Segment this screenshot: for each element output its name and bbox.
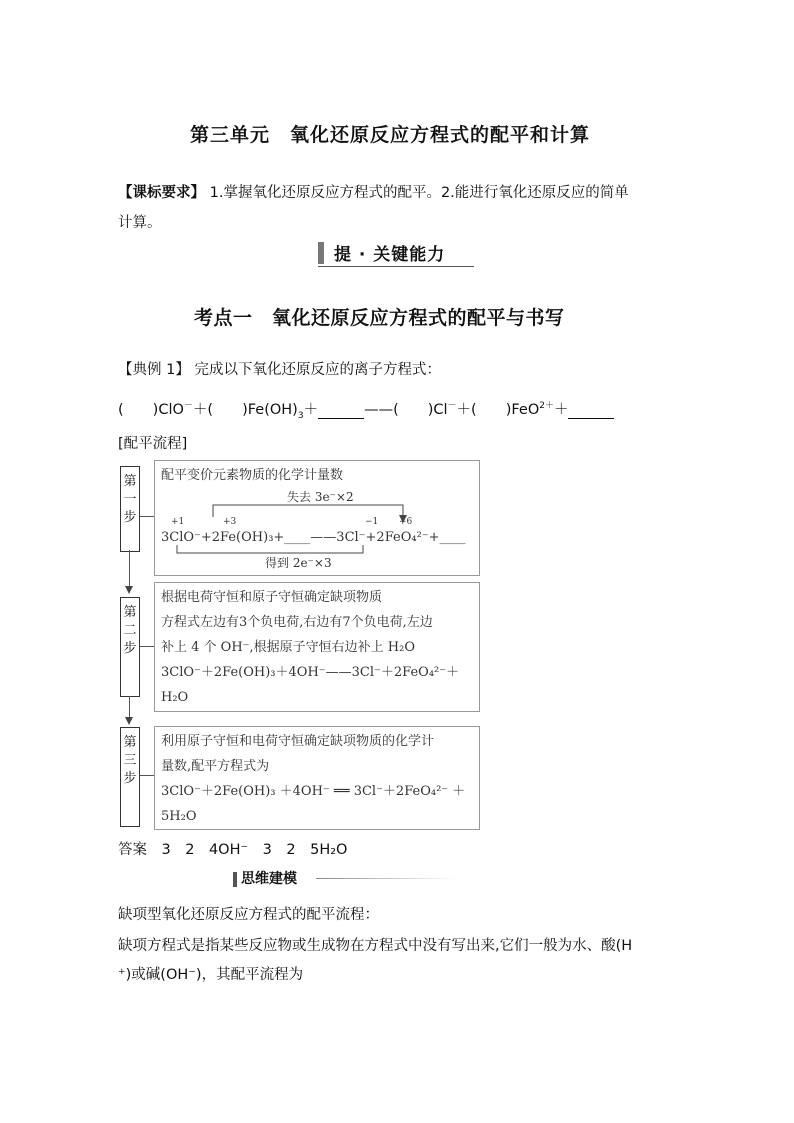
arrowhead-2 xyxy=(125,717,133,725)
arrowhead-1 xyxy=(125,586,133,594)
eq-part6: ＋ xyxy=(553,402,569,418)
arrow-2 xyxy=(129,696,130,718)
step2-line3: 补上 4 个 OH⁻,根据原子守恒右边补上 H₂O xyxy=(161,640,415,655)
paragraph-1: 缺项型氧化还原反应方程式的配平流程： xyxy=(118,907,379,923)
connector-3 xyxy=(140,775,154,776)
step2-line1: 根据电荷守恒和原子守恒确定缺项物质 xyxy=(161,590,383,605)
paragraph-2: 缺项方程式是指某些反应物或生成物在方程式中没有写出来,它们一般为水、酸(H xyxy=(118,938,633,954)
step2-line4: 3ClO⁻＋2Fe(OH)₃＋4OH⁻——3Cl⁻＋2FeO₄²⁻＋ xyxy=(161,665,460,680)
step2-label: 第二步 xyxy=(120,597,140,697)
step1-text: 配平变价元素物质的化学计量数 xyxy=(161,468,344,483)
ox-state-fe1: +3 xyxy=(223,517,237,527)
example-text: 完成以下氧化还原反应的离子方程式： xyxy=(194,362,441,378)
section-title: 考点一 氧化还原反应方程式的配平与书写 xyxy=(194,307,565,329)
paragraph-3: ⁺)或碱(OH⁻)，其配平流程为 xyxy=(118,967,304,983)
answer: 答案 3 2 4OH⁻ 3 2 5H₂O xyxy=(118,842,348,858)
step3-panel xyxy=(154,726,480,830)
step1-equation: 3ClO⁻+2Fe(OH)₃+____——3Cl⁻+2FeO₄²⁻+____ xyxy=(161,530,466,545)
requirements-line2: 计算。 xyxy=(118,215,162,231)
thinking-heading xyxy=(233,868,297,888)
lose-electrons-label: 失去 3e⁻×2 xyxy=(287,490,354,504)
thinking-divider xyxy=(316,878,456,879)
eq-part1: ( )ClO xyxy=(118,402,184,418)
connector-1 xyxy=(140,516,154,517)
step3-line1: 利用原子守恒和电荷守恒确定缺项物质的化学计 xyxy=(161,734,435,749)
gain-electrons-label: 得到 2e⁻×3 xyxy=(265,556,332,569)
section-banner xyxy=(318,240,474,267)
blank-1[interactable] xyxy=(318,402,364,419)
eq-part5: ＋( )FeO xyxy=(456,402,540,418)
arrow-1 xyxy=(129,550,130,587)
step1-panel xyxy=(154,460,480,576)
step1-label: 第一步 xyxy=(120,466,140,552)
step1-diagram xyxy=(155,487,467,569)
example-label: 【典例 1】 xyxy=(118,362,190,378)
flow-label: [配平流程] xyxy=(118,436,188,452)
thinking-mark xyxy=(233,872,237,887)
banner-text: 提 · 关键能力 xyxy=(334,245,446,265)
eq-part2: ＋( )Fe(OH) xyxy=(192,402,298,418)
page-title: 第三单元 氧化还原反应方程式的配平和计算 xyxy=(190,124,591,146)
ox-state-cl1: +1 xyxy=(171,517,185,527)
lose-bracket xyxy=(213,505,403,517)
step2-line2: 方程式左边有3个负电荷,右边有7个负电荷,左边 xyxy=(161,615,433,630)
eq-part3: ＋ xyxy=(303,402,319,418)
step3-label: 第三步 xyxy=(120,727,140,827)
step3-line3: 3ClO⁻＋2Fe(OH)₃ ＋4OH⁻ ══ 3Cl⁻＋2FeO₄²⁻ ＋ xyxy=(161,784,466,799)
requirements-label: 【课标要求】 xyxy=(118,185,205,201)
equation: ( )ClO－＋( )$Fe(OH)_3+$ ——( )Cl－＋( )FeO$^{2+}$＋ xyxy=(118,398,614,421)
step3-line2: 量数,配平方程式为 xyxy=(161,759,270,774)
example-heading xyxy=(118,358,441,379)
blank-2[interactable] xyxy=(568,402,614,419)
gain-bracket xyxy=(177,545,363,553)
connector-2 xyxy=(140,646,154,647)
course-requirements xyxy=(118,178,678,238)
requirements-line1: 1.掌握氧化还原反应方程式的配平。2.能进行氧化还原反应的简单 xyxy=(209,185,629,201)
step2-panel xyxy=(154,582,480,712)
step2-line5: H₂O xyxy=(161,690,189,705)
ox-state-cl2: −1 xyxy=(365,517,379,527)
banner-mark xyxy=(318,242,324,264)
ox-state-fe2: +6 xyxy=(399,517,413,527)
eq-part4: ( )Cl xyxy=(393,402,448,418)
step3-line4: 5H₂O xyxy=(161,809,197,824)
thinking-label: 思维建模 xyxy=(241,871,297,887)
